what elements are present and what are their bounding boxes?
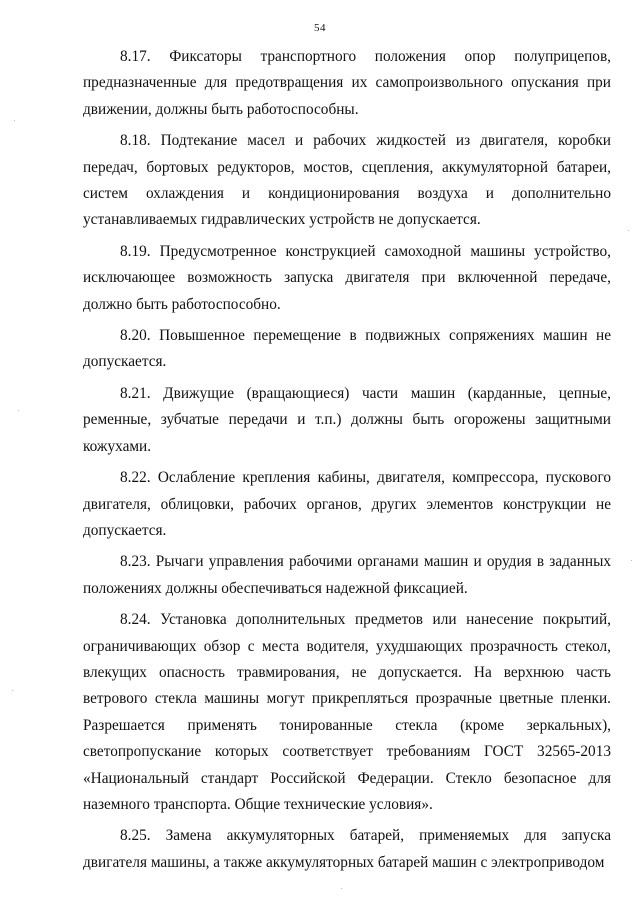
page-body [83, 44, 611, 881]
scan-speck [14, 120, 15, 121]
scan-speck [18, 410, 19, 411]
paragraph-8-18: 8.18. Подтекание масел и рабочих жидкостей из двигателя, коробки передач, бортовых редукторов, мостов, сцепления, аккумуляторной батареи, систем охлаждения и кондиционирования воздуха и дополнительно устанавливаемых гидравлических устройств не допускается. [83, 132, 611, 229]
paragraph-8-17: 8.17. Фиксаторы транспортного положения опор полуприцепов, предназначенные для предотвращения их самопроизвольного опускания при движении, должны быть работоспособны. [83, 48, 611, 118]
paragraph-8-22: 8.22. Ослабление крепления кабины, двигателя, компрессора, пускового двигателя, облицовки, рабочих органов, других элементов конструкции не допускается. [83, 469, 611, 539]
paragraph-8-21: 8.21. Движущие (вращающиеся) части машин (карданные, цепные, ременные, зубчатые передачи и т.п.) должны быть огорожены защитными кожухами. [83, 384, 611, 455]
scan-speck [628, 230, 629, 231]
paragraph-8-24: 8.24. Установка дополнительных предметов или нанесение покрытий, ограничивающих обзор с места водителя, ухудшающих прозрачность стекол, влекущих опасность травмирования, не допускается. На верхнюю часть ветрового стекла машины могут прикрепляться прозрачные цветные пленки. Разрешается применять тонированные стекла (кроме зеркальных), светопропускание которых соответствует требованиям ГОСТ 32565-2013 «Национальный стандарт Российской Федерации. Стекло безопасное для наземного транспорта. Общие технические условия». [83, 611, 611, 813]
paragraph-8-25: 8.25. Замена аккумуляторных батарей, применяемых для запуска двигателя машины, а также аккумуляторных батарей машин с электроприводом [83, 827, 611, 871]
paragraph-8-20: 8.20. Повышенное перемещение в подвижных сопряжениях машин не допускается. [83, 327, 611, 371]
paragraph-8-19: 8.19. Предусмотренное конструкцией самоходной машины устройство, исключающее возможность запуска двигателя при включенной передаче, должно быть работоспособно. [83, 242, 611, 313]
scan-speck [341, 888, 342, 889]
page-number: 54 [314, 22, 326, 34]
scan-speck [12, 690, 13, 691]
scan-speck [631, 560, 632, 561]
paragraph-8-23: 8.23. Рычаги управления рабочими органами машин и орудия в заданных положениях должны обеспечиваться надежной фиксацией. [83, 553, 611, 597]
